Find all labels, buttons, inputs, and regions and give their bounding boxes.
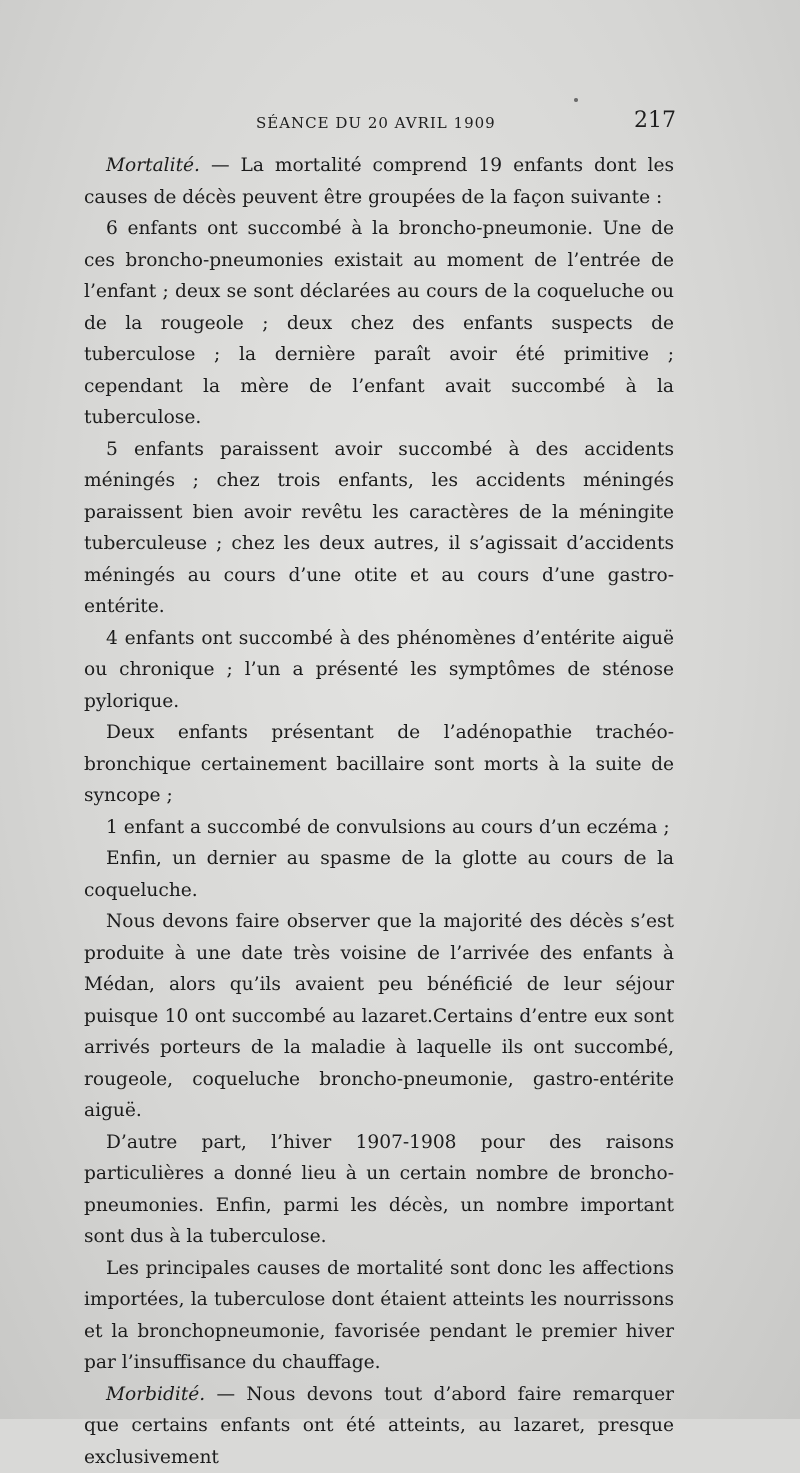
- paragraph: 6 enfants ont succombé à la broncho-pneumonie. Une de ces broncho-pneumonies existait au moment de l’entrée de l’enfant ; deux se sont déclarées au cours de la coqueluche ou de la rougeole ; deux chez des enfants suspects de tuberculose ; la dernière paraît avoir été primitive ; cependant la mère de l’enfant avait succombé à la tuberculose.: [84, 213, 674, 434]
- section-heading-morbidity: Morbidité.: [106, 1384, 205, 1405]
- paragraph: Nous devons faire observer que la majorité des décès s’est produite à une date très voisine de l’arrivée des enfants à Médan, alors qu’ils avaient peu bénéficié de leur séjour puisque 10 ont succombé au lazaret.Certains d’entre eux sont arrivés porteurs de la maladie à laquelle ils ont succombé, rougeole, coqueluche broncho-pneumonie, gastro-entérite aiguë.: [84, 906, 674, 1127]
- paragraph-mortality: [84, 150, 674, 213]
- ink-speck: [574, 98, 578, 102]
- body-text: [84, 150, 674, 1473]
- paragraph: D’autre part, l’hiver 1907-1908 pour des raisons particulières a donné lieu à un certain nombre de broncho-pneumonies. Enfin, parmi les décès, un nombre important sont dus à la tuberculose.: [84, 1127, 674, 1253]
- paragraph: Les principales causes de mortalité sont donc les affections importées, la tuberculose dont étaient atteints les nourrissons et la bronchopneumonie, favorisée pendant le premier hiver par l’insuffisance du chauffage.: [84, 1253, 674, 1379]
- section-heading-mortality: Mortalité.: [106, 155, 200, 176]
- paragraph-text: — Nous devons tout d’abord faire remarquer que certains enfants ont été atteints, au lazaret, presque exclusivement: [84, 1384, 674, 1468]
- paragraph-text: — La mortalité comprend 19 enfants dont les causes de décès peuvent être groupées de la façon suivante :: [84, 155, 674, 208]
- page-header: [84, 108, 676, 148]
- running-title: SÉANCE DU 20 AVRIL 1909: [256, 114, 496, 132]
- paragraph-morbidity: [84, 1379, 674, 1473]
- paragraph: 4 enfants ont succombé à des phénomènes d’entérite aiguë ou chronique ; l’un a présenté les symptômes de sténose pylorique.: [84, 623, 674, 718]
- paragraph: Enfin, un dernier au spasme de la glotte au cours de la coqueluche.: [84, 843, 674, 906]
- paragraph: 5 enfants paraissent avoir succombé à des accidents méningés ; chez trois enfants, les accidents méningés paraissent bien avoir revêtu les caractères de la méningite tuberculeuse ; chez les deux autres, il s’agissait d’accidents méningés au cours d’une otite et au cours d’une gastro-entérite.: [84, 434, 674, 623]
- paragraph: 1 enfant a succombé de convulsions au cours d’un eczéma ;: [84, 812, 674, 844]
- page-number: 217: [634, 108, 676, 133]
- paragraph: Deux enfants présentant de l’adénopathie trachéo-bronchique certainement bacillaire sont morts à la suite de syncope ;: [84, 717, 674, 812]
